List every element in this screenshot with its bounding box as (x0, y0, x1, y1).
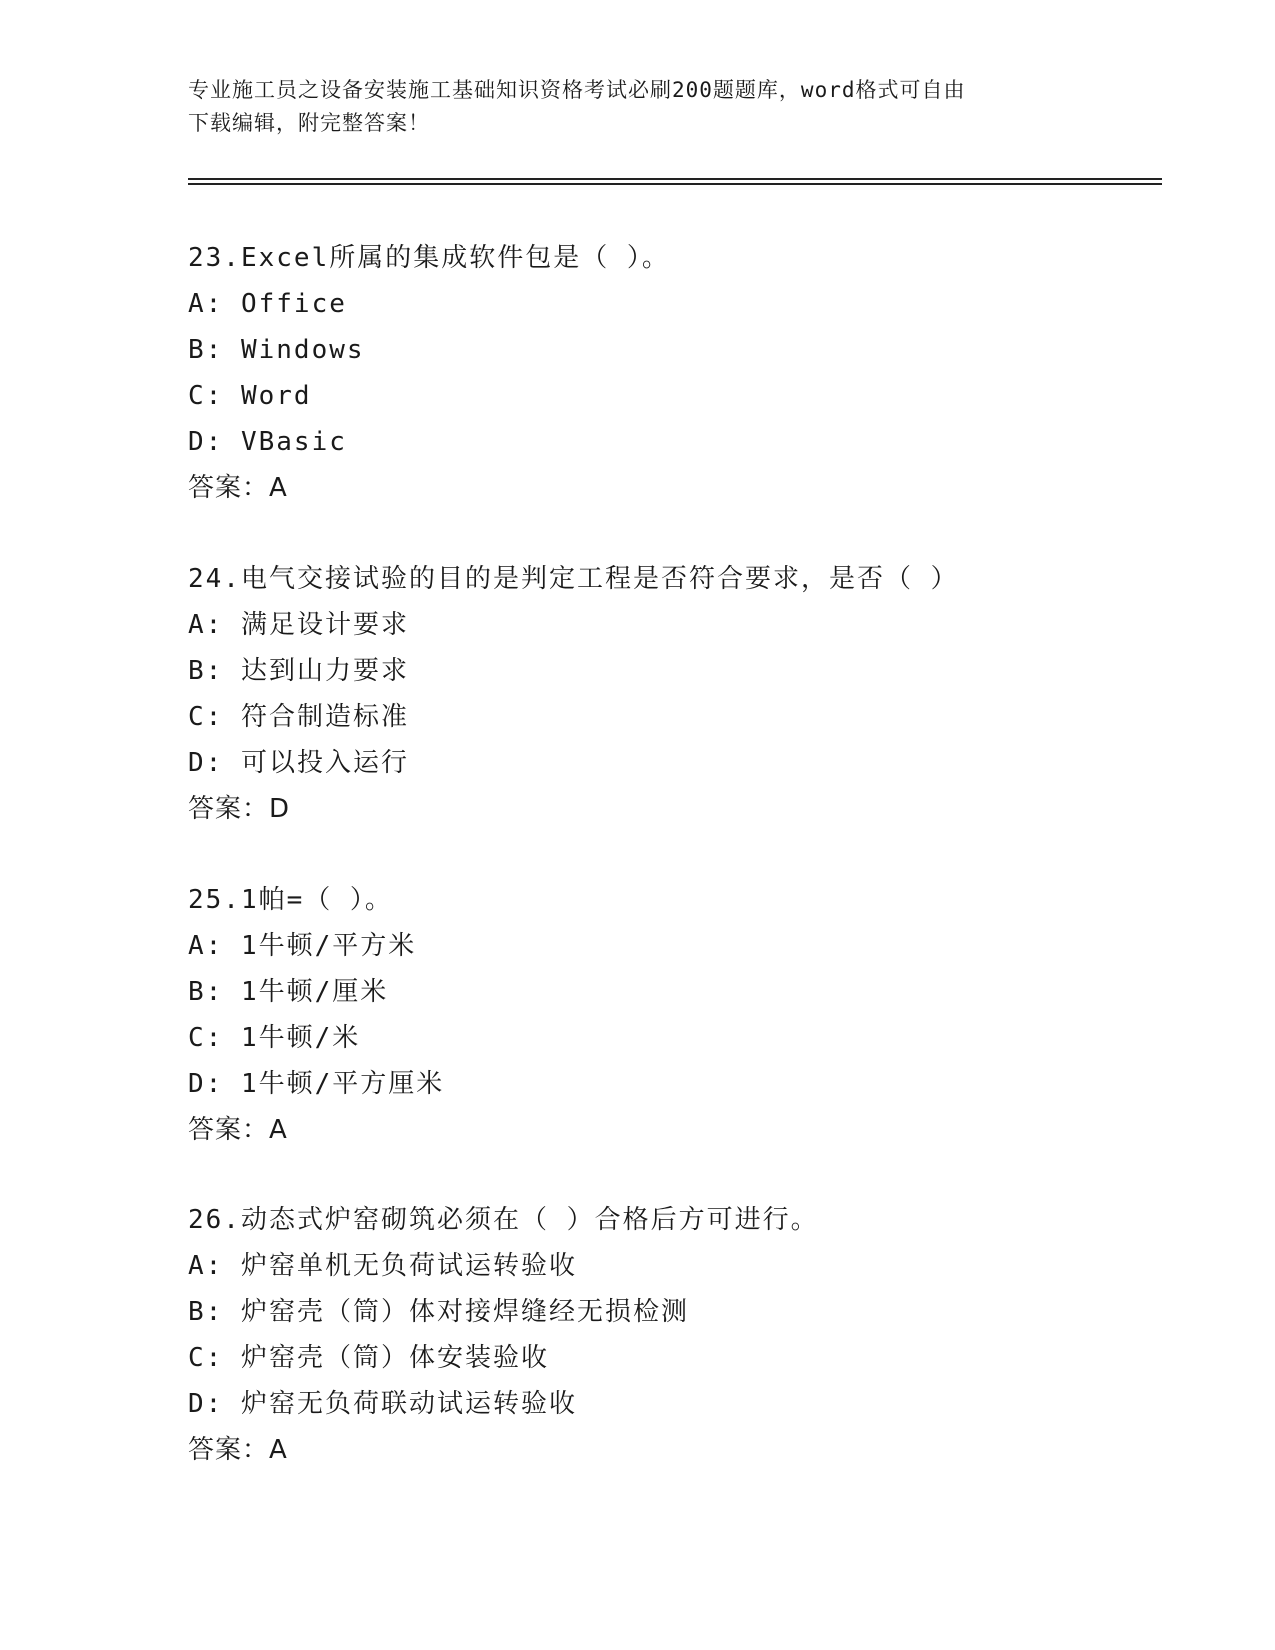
answer-line: 答案：D (188, 794, 291, 824)
question-23 (188, 235, 1148, 511)
option-b: B: 1牛顿/厘米 (188, 977, 389, 1007)
option-b: B: Windows (188, 335, 365, 365)
option-d: D: 1牛顿/平方厘米 (188, 1069, 445, 1099)
option-d: D: VBasic (188, 427, 347, 457)
answer-line: 答案：A (188, 1435, 288, 1465)
question-stem: 25.1帕=（ ）。 (188, 885, 393, 915)
question-25 (188, 877, 1148, 1153)
option-b: B: 达到山力要求 (188, 656, 409, 686)
document-header (188, 74, 1088, 140)
header-divider-bottom (188, 183, 1162, 185)
option-a: A: Office (188, 289, 347, 319)
option-a: A: 满足设计要求 (188, 610, 409, 640)
option-c: C: 符合制造标准 (188, 702, 409, 732)
question-stem: 26.动态式炉窑砌筑必须在（ ）合格后方可进行。 (188, 1205, 819, 1235)
question-26 (188, 1197, 1148, 1473)
question-24 (188, 556, 1148, 832)
answer-line: 答案：A (188, 473, 288, 503)
option-c: C: 1牛顿/米 (188, 1023, 361, 1053)
header-divider-top (188, 178, 1162, 180)
question-stem: 24.电气交接试验的目的是判定工程是否符合要求，是否（ ） (188, 564, 959, 594)
header-line-2: 下载编辑，附完整答案！ (188, 111, 430, 135)
header-line-1: 专业施工员之设备安装施工基础知识资格考试必刷200题题库，word格式可自由 (188, 78, 966, 102)
answer-line: 答案：A (188, 1115, 288, 1145)
option-b: B: 炉窑壳（筒）体对接焊缝经无损检测 (188, 1297, 689, 1327)
question-stem: 23.Excel所属的集成软件包是（ ）。 (188, 243, 670, 273)
option-d: D: 炉窑无负荷联动试运转验收 (188, 1389, 577, 1419)
option-c: C: Word (188, 381, 312, 411)
option-a: A: 1牛顿/平方米 (188, 931, 417, 961)
option-d: D: 可以投入运行 (188, 748, 409, 778)
option-a: A: 炉窑单机无负荷试运转验收 (188, 1251, 577, 1281)
option-c: C: 炉窑壳（筒）体安装验收 (188, 1343, 549, 1373)
